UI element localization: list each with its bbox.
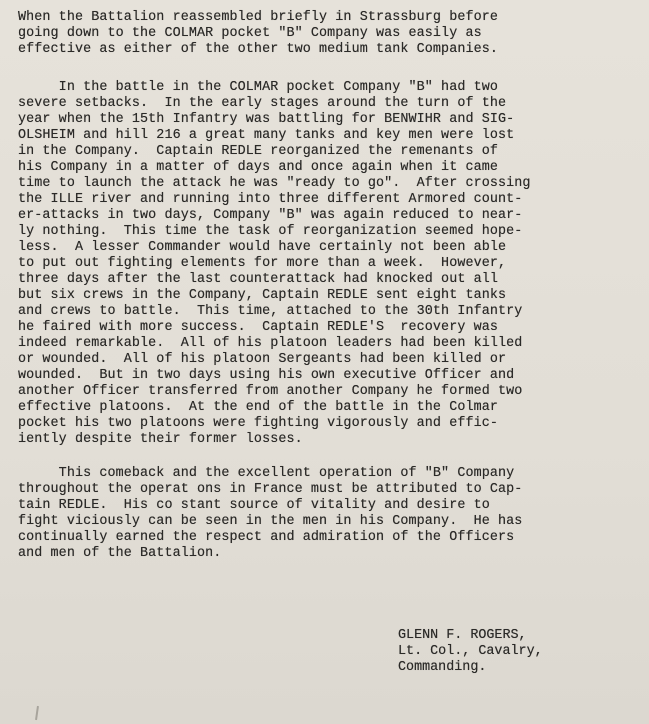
- signature-rank: Lt. Col., Cavalry,: [398, 644, 543, 659]
- signature-block: [398, 628, 628, 676]
- signature-name: GLENN F. ROGERS,: [398, 628, 527, 643]
- paragraph-colmar-pocket: In the battle in the COLMAR pocket Company "B" had two severe setbacks. In the early stages around the turn of the year when the 15th Infantry was battling for BENWIHR and SIG- OLSHEIM and hill 216 a great many tanks and key men were lost in the Company. Captain REDLE reorganized the remenants of his Company in a matter of days and once again when it came time to launch the attack he was "ready to go". After crossing the ILLE river and running into three different Armored count- er-attacks in two days, Company "B" was again reduced to near- ly nothing. This time the task of reorganization seemed hope- less. A lesser Commander would have certainly not been able to put out fighting elements for more than a week. However, three days after the last counterattack had knocked out all but six crews in the Company, Captain REDLE sent eight tanks and crews to battle. This time, attached to the 30th Infantry he faired with more success. Captain REDLE'S recovery was indeed remarkable. All of his platoon leaders had been killed or wounded. All of his platoon Sergeants had been killed or wounded. But in two days using his own executive Officer and another Officer transferred from another Company he formed two effective platoons. At the end of the battle in the Colmar pocket his two platoons were fighting vigorously and effic- iently despite their former losses.: [18, 80, 531, 447]
- signature-role: Commanding.: [398, 660, 487, 675]
- paragraph-strassburg: When the Battalion reassembled briefly in Strassburg before going down to the COLMAR pocket "B" Company was easily as effective as either of the other two medium tank Companies.: [18, 10, 499, 57]
- paper-mark: [35, 706, 39, 720]
- paragraph-comeback: This comeback and the excellent operation of "B" Company throughout the operat ons in France must be attributed to Cap- tain REDLE. His co stant source of vitality and desire to fight viciously can be seen in the men in his Company. He has continually earned the respect and admiration of the Officers and men of the Battalion.: [18, 466, 523, 561]
